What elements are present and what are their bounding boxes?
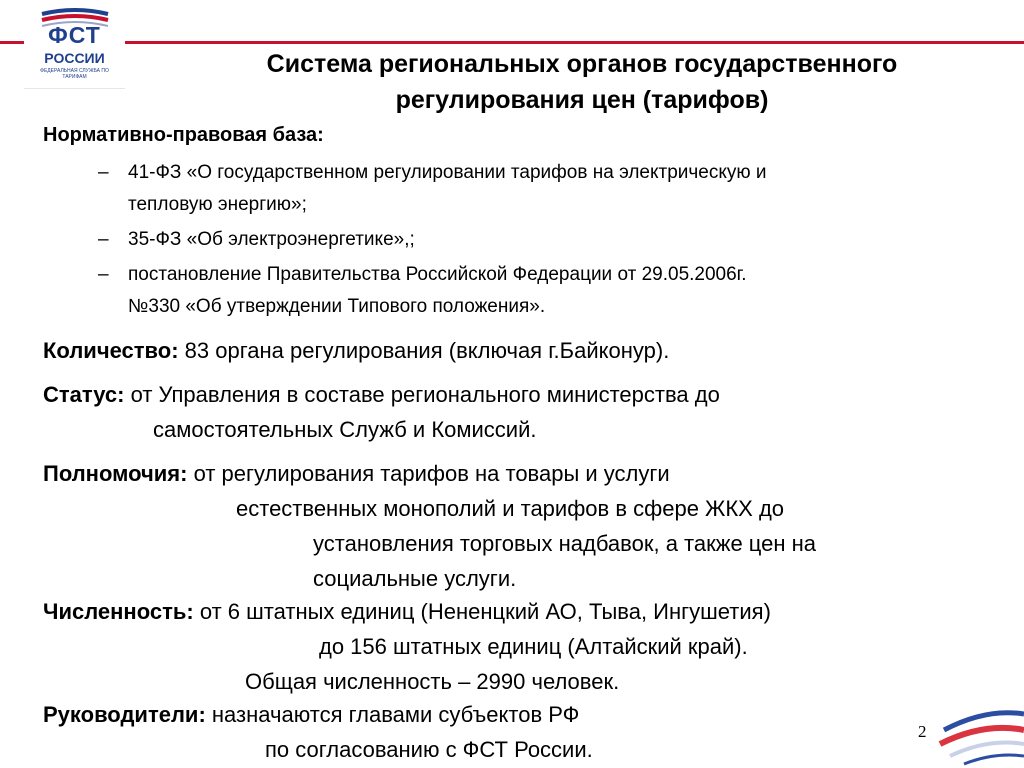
heads-line1: назначаются главами субъектов РФ xyxy=(211,702,580,727)
logo-abbreviation: ФСТ xyxy=(48,22,101,48)
powers-label: Полномочия: xyxy=(43,461,188,486)
list-item-line: 41-ФЗ «О государственном регулировании тарифов на электрическую и xyxy=(128,162,767,183)
powers-line1: от регулирования тарифов на товары и услуги xyxy=(193,461,670,486)
status-line1: от Управления в составе регионального министерства до xyxy=(130,382,720,407)
status-label: Статус: xyxy=(43,382,125,407)
list-item xyxy=(98,224,998,256)
list-item-line: тепловую энергию»; xyxy=(128,194,307,215)
powers-line3: установления торговых надбавок, а также цен на xyxy=(313,531,817,556)
list-item-line: постановление Правительства Российской Федерации от 29.05.2006г. xyxy=(128,264,747,285)
slide-title-line2: регулирования цен (тарифов) xyxy=(395,86,769,114)
quantity-text: 83 органа регулирования (включая г.Байконур). xyxy=(184,338,670,363)
heads-field xyxy=(43,697,1013,767)
fst-logo xyxy=(24,0,125,89)
powers-line4: социальные услуги. xyxy=(313,566,517,591)
logo-country: РОССИИ xyxy=(44,50,105,66)
staff-field xyxy=(43,594,1013,699)
heads-line2: по согласованию с ФСТ России. xyxy=(265,737,593,762)
dash-bullet: – xyxy=(98,229,109,250)
staff-line2: до 156 штатных единиц (Алтайский край). xyxy=(319,634,748,659)
dash-bullet: – xyxy=(98,162,109,183)
quantity-label: Количество: xyxy=(43,338,179,363)
list-item-line: 35-ФЗ «Об электроэнергетике»,; xyxy=(128,229,415,250)
dash-bullet: – xyxy=(98,264,109,285)
list-item xyxy=(98,157,998,221)
slide-title-line1: Система региональных органов государственного xyxy=(266,50,898,78)
heads-label: Руководители: xyxy=(43,702,206,727)
staff-label: Численность: xyxy=(43,599,194,624)
list-item xyxy=(98,259,998,323)
page-number: 2 xyxy=(918,722,927,741)
legal-base-heading: Нормативно-правовая база: xyxy=(43,124,324,146)
staff-line3: Общая численность – 2990 человек. xyxy=(245,669,620,694)
logo-subtitle: ФЕДЕРАЛЬНАЯ СЛУЖБА ПО ТАРИФАМ xyxy=(40,68,109,80)
header-red-line xyxy=(0,41,1024,44)
legal-base-list xyxy=(98,157,998,326)
list-item-line: №330 «Об утверждении Типового положения». xyxy=(128,296,546,317)
quantity-field xyxy=(43,333,1013,368)
status-field xyxy=(43,377,1013,447)
status-line2: самостоятельных Служб и Комиссий. xyxy=(153,417,537,442)
staff-line1: от 6 штатных единиц (Нененцкий АО, Тыва, Ингушетия) xyxy=(199,599,771,624)
flag-swoosh-icon xyxy=(936,700,1024,768)
powers-line2: естественных монополий и тарифов в сфере ЖКХ до xyxy=(236,496,785,521)
powers-field xyxy=(43,456,1013,596)
slide-title xyxy=(140,46,1024,118)
